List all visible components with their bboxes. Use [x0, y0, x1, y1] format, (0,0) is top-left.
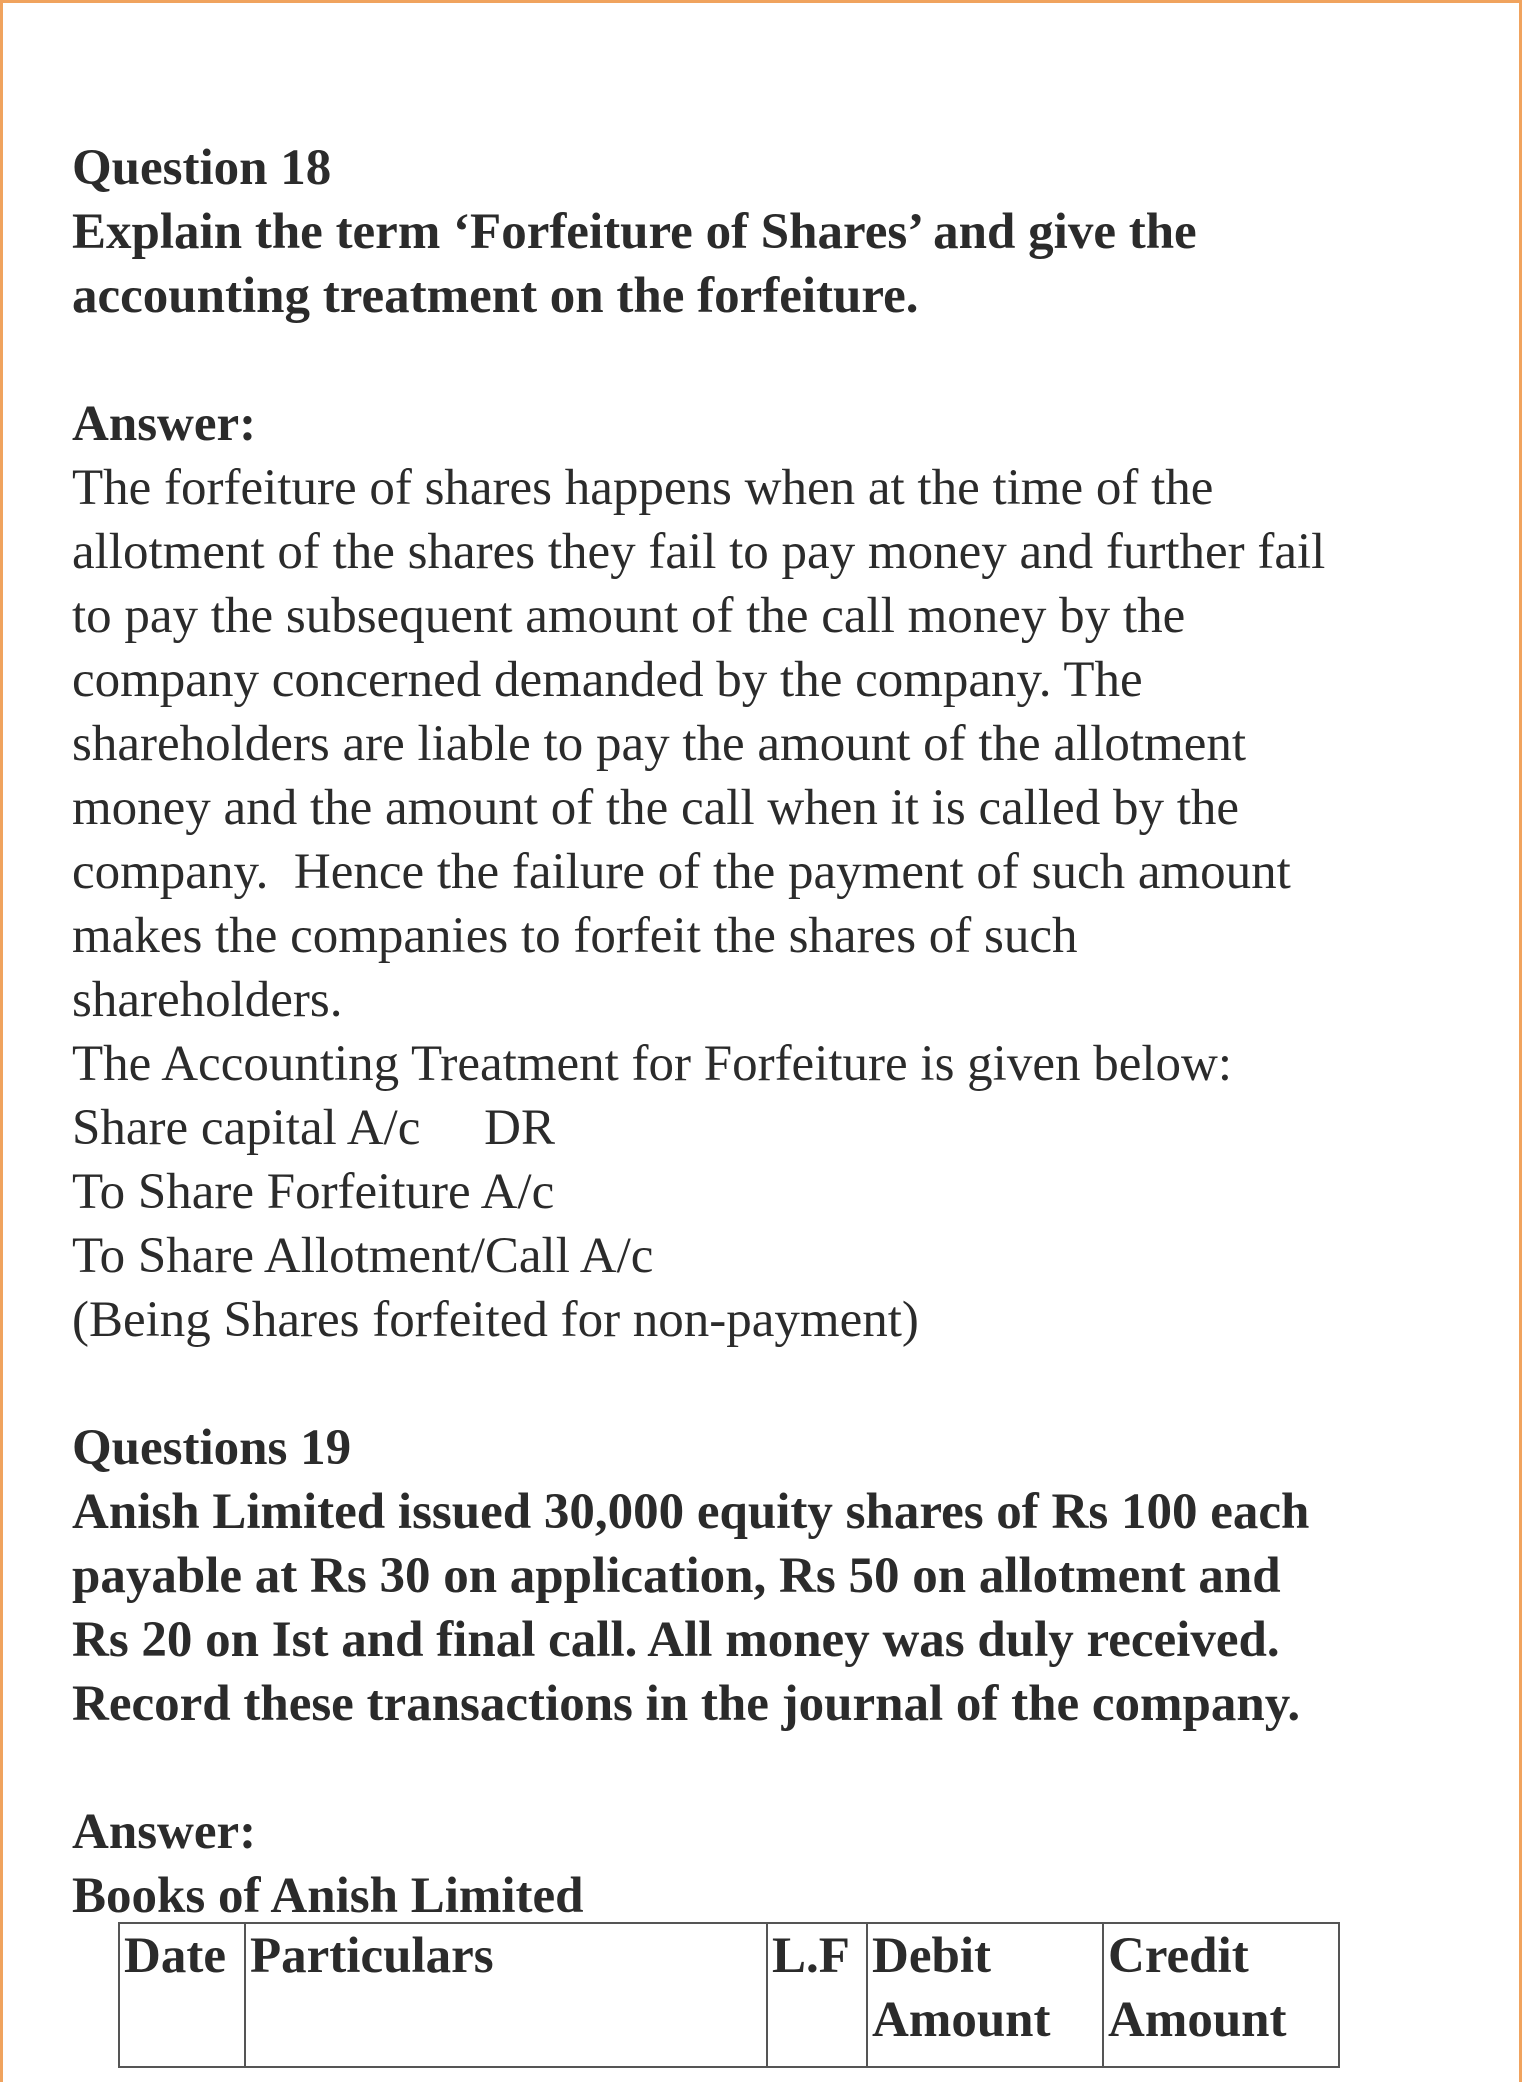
- header-particulars: [245, 1923, 767, 2067]
- journal-header-row: [119, 1923, 1339, 2067]
- q18-answer-line: shareholders.: [72, 972, 343, 1028]
- q18-answer-line: company concerned demanded by the company. The: [72, 652, 1143, 708]
- q18-answer-line: The Accounting Treatment for Forfeiture is given below:: [72, 1036, 1233, 1092]
- journal-table: [118, 1922, 1340, 2068]
- books-title: Books of Anish Limited: [72, 1868, 584, 1924]
- spacer: [72, 1352, 1472, 1416]
- q19-heading: Questions 19: [72, 1420, 352, 1476]
- q18-answer-line: The forfeiture of shares happens when at the time of the: [72, 460, 1214, 516]
- q18-answer-line: makes the companies to forfeit the shares of such: [72, 908, 1078, 964]
- q18-answer-line: money and the amount of the call when it is called by the: [72, 780, 1239, 836]
- journal-entry-line: To Share Allotment/Call A/c: [72, 1228, 654, 1284]
- header-credit-amount-label: Amount: [1108, 1992, 1287, 2048]
- q18-answer-label: Answer:: [72, 396, 257, 452]
- q18-question-line: accounting treatment on the forfeiture.: [72, 268, 919, 324]
- q19-answer-label: Answer:: [72, 1804, 257, 1860]
- q19-question-line: Rs 20 on Ist and final call. All money was duly received.: [72, 1612, 1280, 1668]
- q19-question-line: Anish Limited issued 30,000 equity shares of Rs 100 each: [72, 1484, 1310, 1540]
- q18-answer-line: shareholders are liable to pay the amount of the allotment: [72, 716, 1247, 772]
- spacer: [72, 1736, 1472, 1800]
- header-lf: [767, 1923, 867, 2067]
- q18-heading: Question 18: [72, 140, 332, 196]
- spacer: [72, 328, 1472, 392]
- header-debit-amount-label: Amount: [872, 1992, 1051, 2048]
- q18-answer-line: allotment of the shares they fail to pay money and further fail: [72, 524, 1326, 580]
- document-content: [72, 136, 1472, 1928]
- header-credit-label: Credit: [1108, 1928, 1249, 1984]
- journal-entry-line: (Being Shares forfeited for non-payment): [72, 1292, 919, 1348]
- header-debit-label: Debit: [872, 1928, 991, 1984]
- header-particulars-label: Particulars: [250, 1928, 494, 1984]
- q18-answer-line: company. Hence the failure of the payment of such amount: [72, 844, 1291, 900]
- journal-entry-line: To Share Forfeiture A/c: [72, 1164, 555, 1220]
- q18-answer-line: to pay the subsequent amount of the call money by the: [72, 588, 1186, 644]
- q18-question-line: Explain the term ‘Forfeiture of Shares’ and give the: [72, 204, 1197, 260]
- header-lf-label: L.F: [772, 1928, 850, 1984]
- header-debit-amount: [867, 1923, 1103, 2067]
- header-credit-amount: [1103, 1923, 1339, 2067]
- header-date-label: Date: [124, 1928, 226, 1984]
- header-date: [119, 1923, 245, 2067]
- q19-question-line: payable at Rs 30 on application, Rs 50 on allotment and: [72, 1548, 1281, 1604]
- q19-question-line: Record these transactions in the journal of the company.: [72, 1676, 1301, 1732]
- journal-entry-line: Share capital A/c DR: [72, 1100, 555, 1156]
